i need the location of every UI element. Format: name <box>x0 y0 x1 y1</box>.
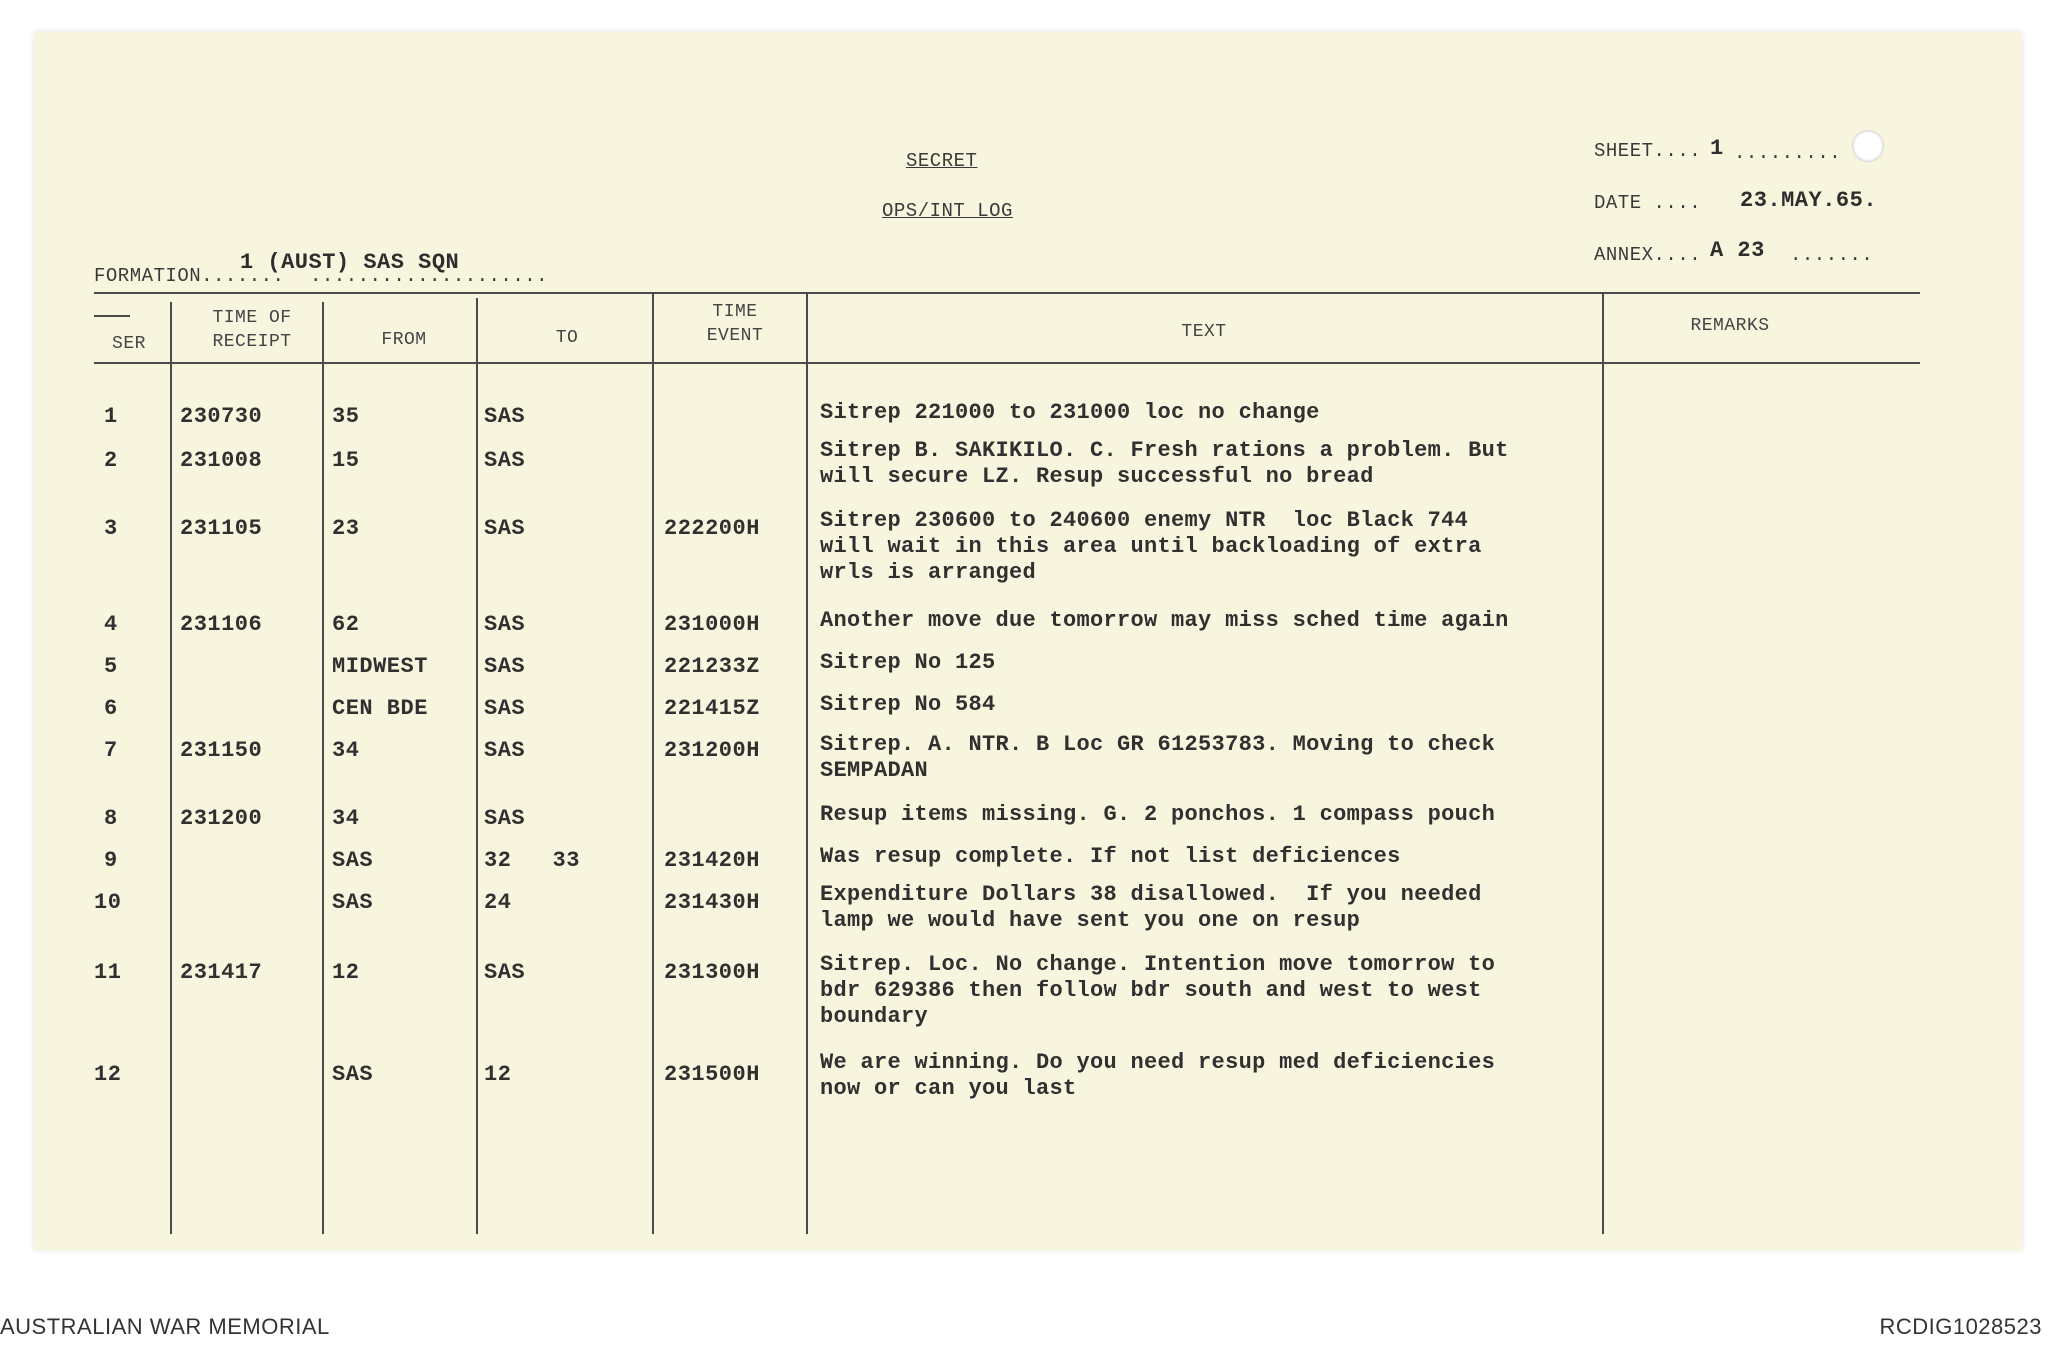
row-to: SAS <box>484 404 526 429</box>
row-ser: 9 <box>104 848 118 873</box>
col-text: TEXT <box>1181 322 1227 342</box>
row-from: 34 <box>332 738 360 763</box>
sheet-dots: ......... <box>1734 142 1842 164</box>
row-text: Was resup complete. If not list deficiences <box>820 844 1401 869</box>
annex-dots: ....... <box>1790 244 1874 266</box>
col-from: FROM <box>381 330 427 350</box>
col-divider-1 <box>170 302 172 1234</box>
row-event: 222200H <box>664 516 760 541</box>
col-divider-2 <box>322 302 324 1234</box>
row-to: SAS <box>484 696 526 721</box>
row-from: 62 <box>332 612 360 637</box>
row-to: 32 33 <box>484 848 580 873</box>
row-receipt: 231200 <box>180 806 263 831</box>
row-ser: 3 <box>104 516 118 541</box>
row-receipt: 231105 <box>180 516 263 541</box>
row-receipt: 231417 <box>180 960 263 985</box>
row-ser: 5 <box>104 654 118 679</box>
row-text: Resup items missing. G. 2 ponchos. 1 compass pouch <box>820 802 1496 827</box>
row-text: Another move due tomorrow may miss sched time again <box>820 608 1509 633</box>
formation-dots: .................... <box>310 265 549 287</box>
log-title: OPS/INT LOG <box>882 200 1013 222</box>
row-to: SAS <box>484 738 526 763</box>
col-ser: SER <box>112 334 146 354</box>
date-label: DATE .... <box>1594 192 1702 214</box>
col-to: TO <box>555 328 579 348</box>
row-text: We are winning. Do you need resup med deficiencies now or can you last <box>820 1050 1496 1101</box>
row-from: SAS <box>332 1062 374 1087</box>
formation-value: 1 (AUST) SAS SQN <box>240 250 460 275</box>
row-to: SAS <box>484 654 526 679</box>
row-text: Sitrep B. SAKIKILO. C. Fresh rations a problem. But will secure LZ. Resup successful no bread <box>820 438 1509 489</box>
row-text: Sitrep. Loc. No change. Intention move tomorrow to bdr 629386 then follow bdr south and west to west boundary <box>820 952 1496 1029</box>
row-from: 34 <box>332 806 360 831</box>
row-ser: 11 <box>94 960 122 985</box>
col-time-event: TIME EVENT <box>706 302 764 346</box>
row-text: Sitrep No 125 <box>820 650 996 675</box>
row-event: 231430H <box>664 890 760 915</box>
row-to: SAS <box>484 516 526 541</box>
institution-credit: AUSTRALIAN WAR MEMORIAL <box>0 1314 330 1339</box>
col-time-of-receipt: TIME OF RECEIPT <box>212 308 292 352</box>
sheet-value: 1 <box>1710 136 1724 161</box>
row-ser: 7 <box>104 738 118 763</box>
row-to: 12 <box>484 1062 512 1087</box>
row-text: Sitrep 221000 to 231000 loc no change <box>820 400 1320 425</box>
row-event: 231500H <box>664 1062 760 1087</box>
row-text: Sitrep 230600 to 240600 enemy NTR loc Black 744 will wait in this area until backloading of extra wrls is arranged <box>820 508 1482 585</box>
date-value: 23.MAY.65. <box>1740 188 1878 213</box>
row-receipt: 231008 <box>180 448 263 473</box>
row-ser: 4 <box>104 612 118 637</box>
row-event: 231200H <box>664 738 760 763</box>
row-ser: 2 <box>104 448 118 473</box>
row-ser: 6 <box>104 696 118 721</box>
formation-label: FORMATION....... <box>94 265 285 287</box>
row-from: SAS <box>332 848 374 873</box>
row-to: 24 <box>484 890 512 915</box>
row-event: 221415Z <box>664 696 760 721</box>
row-event: 231300H <box>664 960 760 985</box>
col-divider-3 <box>476 298 478 1234</box>
row-ser: 12 <box>94 1062 122 1087</box>
row-receipt: 231106 <box>180 612 263 637</box>
record-id: RCDIG1028523 <box>1879 1314 2042 1339</box>
col-divider-4 <box>652 294 654 1234</box>
row-receipt: 230730 <box>180 404 263 429</box>
table-header-rule <box>94 362 1920 364</box>
row-from: 12 <box>332 960 360 985</box>
log-sheet <box>34 32 2022 1250</box>
row-to: SAS <box>484 612 526 637</box>
annex-label: ANNEX.... <box>1594 244 1702 266</box>
row-from: CEN BDE <box>332 696 428 721</box>
row-text: Sitrep. A. NTR. B Loc GR 61253783. Moving to check SEMPADAN <box>820 732 1496 783</box>
col-divider-5 <box>806 292 808 1234</box>
row-from: 15 <box>332 448 360 473</box>
row-event: 221233Z <box>664 654 760 679</box>
ser-tick <box>94 315 130 317</box>
row-to: SAS <box>484 448 526 473</box>
row-to: SAS <box>484 960 526 985</box>
sheet-label: SHEET.... <box>1594 140 1702 162</box>
row-from: 23 <box>332 516 360 541</box>
row-event: 231420H <box>664 848 760 873</box>
col-remarks: REMARKS <box>1690 316 1770 336</box>
row-text: Expenditure Dollars 38 disallowed. If you needed lamp we would have sent you one on resup <box>820 882 1482 933</box>
row-to: SAS <box>484 806 526 831</box>
col-divider-6 <box>1602 292 1604 1234</box>
row-ser: 1 <box>104 404 118 429</box>
row-from: 35 <box>332 404 360 429</box>
row-receipt: 231150 <box>180 738 263 763</box>
punch-hole <box>1852 130 1884 162</box>
row-from: SAS <box>332 890 374 915</box>
classification-label: SECRET <box>906 150 978 172</box>
row-ser: 10 <box>94 890 122 915</box>
table-top-rule <box>94 292 1920 294</box>
row-from: MIDWEST <box>332 654 428 679</box>
row-text: Sitrep No 584 <box>820 692 996 717</box>
annex-value: A 23 <box>1710 238 1765 263</box>
row-ser: 8 <box>104 806 118 831</box>
row-event: 231000H <box>664 612 760 637</box>
